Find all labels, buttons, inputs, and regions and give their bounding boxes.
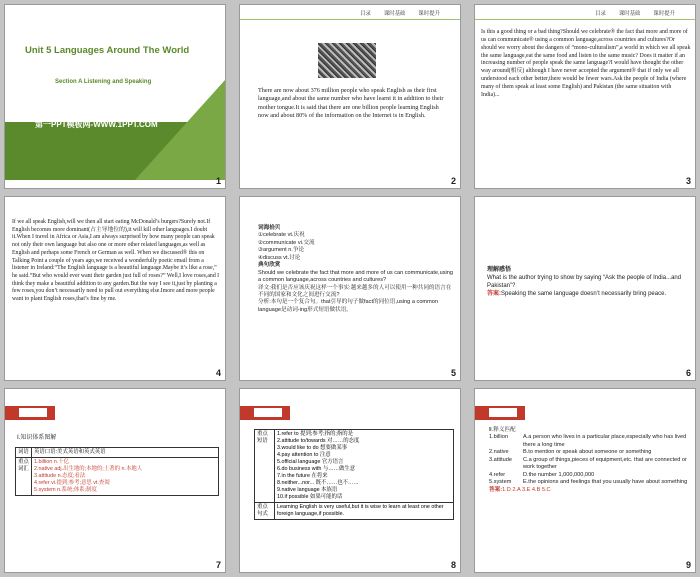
section-title: Ⅰ.知识体系图解	[17, 435, 57, 441]
example-sentence: Should we celebrate the fact that more and more of us can communicate,using a common language,across countries and cultures?	[258, 269, 453, 284]
match-def: C.a group of things,pieces of equipment,etc. that are connected or work together	[523, 456, 687, 471]
slide-6-thumbnail[interactable]	[474, 196, 696, 381]
slide-toolbar	[240, 5, 460, 20]
toolbar-basics[interactable]: 课时基础	[383, 10, 406, 17]
sentence-cell: Learning English is very useful,but it is wise to learn at least one other foreign language,if possible.	[275, 503, 454, 520]
slide-number: 8	[450, 560, 456, 570]
match-def: A.a person who lives in a particular place,especially who has lived there a long time	[523, 434, 687, 448]
phrase-item: 4.pay attention to 注意	[277, 452, 331, 459]
match-term: 5.system	[489, 479, 512, 486]
slide-text: If we all speak English,will we then all start eating McDonald’s burgers?Surely not.If English becomes more dominant(占主导地位的),it will kill other languages.I doubt it.When I travel in Africa or Asia,I am always surprised by how many people can speak not only their own language but also one or more other related languages,as well as English and perhaps some French or German as well. When we discussed® this on Talking Point a couple of years ago,we received a wonderfully poetic email from a listener in Ireland:“The English language is a beautiful language.Maybe it’s like a rose,” he said.“But who would ever want their garden just full of roses?” Well,I love roses,and I think they make a beautiful addition to any garden.But the way I see it,just by planting a few roses,you don’t necessarily need to pull out everything else.Imore and more people want to plant English roses,that’s fine by me.	[12, 219, 220, 303]
phrase-item: 5.official language 官方语言	[277, 459, 344, 466]
phrase-cell	[275, 430, 454, 503]
toolbar-basics[interactable]: 课时基础	[618, 10, 641, 17]
vocab-item: 2.native adj.出生地的;本地的;土著的 n.本地人	[34, 466, 143, 473]
slide-number: 1	[215, 176, 221, 186]
header-box	[488, 407, 518, 418]
match-term: 3.attitude	[489, 456, 513, 463]
vocab-item: 4.refer vi.提到;参考;意思 vt.查阅	[34, 480, 110, 487]
site-name: 第一PPT模板网-WWW.1PPT.COM	[35, 120, 158, 129]
slide-2-thumbnail[interactable]	[239, 4, 461, 189]
translation: 译文:我们是否应该庆祝这样一个事实:越来越多的人可以使用一种共同的语言在不同的国家和文化之间进行交流?	[258, 284, 452, 298]
slide-number: 2	[450, 176, 456, 186]
phrase-item: 9.native language 本族语	[277, 487, 338, 494]
slide-9-thumbnail[interactable]	[474, 388, 696, 573]
slide-number: 6	[685, 368, 691, 378]
phrase-item: 1.refer to 提到;参考;指的;指的是	[277, 431, 354, 437]
toolbar-contents[interactable]: 目录	[360, 10, 371, 17]
match-row	[489, 457, 693, 472]
vocab-item: ④discuss vt.讨论	[258, 254, 301, 261]
slide-3-thumbnail[interactable]	[474, 4, 696, 189]
slide-title: Unit 5 Languages Around The World	[25, 45, 190, 56]
analysis: 分析:本句是一个复合句。that引导的句子做fact的同位语,using a common language是动词-ing形式短语做状语。	[258, 299, 438, 313]
knowledge-table	[15, 447, 219, 496]
match-def: E.the opinions and feelings that you usually have about something	[523, 479, 688, 486]
slide-number: 5	[450, 368, 456, 378]
vocab-item: ③argument n.争论	[258, 247, 305, 254]
vocab-item: ①celebrate vt.庆祝	[258, 232, 305, 239]
section-title: Ⅱ.释义匹配	[489, 427, 516, 433]
header-box	[253, 407, 283, 418]
sentence-heading: 典句欣赏	[258, 262, 281, 269]
question-text: What is the author trying to show by saying “Ask the people of India...and Pakistan”?	[487, 274, 682, 289]
vocab-item: 1.billion n.十亿	[34, 459, 70, 466]
slide-number: 9	[685, 560, 691, 570]
slide-toolbar	[475, 5, 695, 20]
match-row	[489, 434, 693, 449]
slide-subtitle: Section A Listening and Speaking	[55, 79, 152, 85]
phrase-item: 10.if possible 如果可能的话	[277, 494, 343, 501]
slide-7-thumbnail[interactable]	[4, 388, 226, 573]
toolbar-advance[interactable]: 课时提升	[653, 10, 675, 17]
vocab-item: 5.system n.系统;体系;制度	[34, 487, 97, 494]
match-row	[489, 472, 693, 479]
qa-box	[487, 267, 691, 299]
vocab-item: 3.attitude n.态度;看法	[34, 473, 86, 480]
slide-5-thumbnail[interactable]	[239, 196, 461, 381]
answer-row	[489, 487, 693, 494]
phrase-item: 8.neither...nor... 既不……也不……	[277, 480, 359, 487]
match-row	[489, 479, 693, 486]
phrase-item: 3.would like to do 想要做某事	[277, 445, 348, 452]
slide-4-thumbnail[interactable]	[4, 196, 226, 381]
vocab-item: ②communicate vi.交流	[258, 239, 315, 246]
slide-text: Is this a good thing or a bad thing?Should we celebrate® the fact that more and more of us can communicate® using a common language,across countries and cultures?Or should we worry about the dangers of “mono-culturalism”,a world in which we all speak the same language,eat the same food and listen to the same music? Does it matter if an increasing number of people speak the same language?I would have thought the other way around(相反) although I have never accepted the argument® that if only we all understood each other better,there would be fewer wars.Ask the people of India (where many of them speak at least some English) and Pakistan (the same situation with India)...	[481, 29, 691, 98]
phrase-label: 重点短语	[255, 430, 275, 503]
slide-number: 3	[685, 176, 691, 186]
match-term: 2.native	[489, 449, 509, 456]
phrase-item: 2.attitude to/towards 对……的态度	[277, 438, 360, 445]
toolbar-advance[interactable]: 课时提升	[418, 10, 440, 17]
answer-label: 答案:	[489, 486, 503, 493]
answer-text	[487, 291, 691, 299]
phrase-item: 6.do business with 与……做生意	[277, 466, 356, 473]
match-term: 1.billion	[489, 434, 508, 441]
table-col-header: 词语	[16, 448, 32, 458]
slide-number: 4	[215, 368, 221, 378]
answer-value: 1.D 2.A 3.E 4.B 5.C	[502, 486, 551, 493]
match-def: D.the number 1,000,000,000	[523, 471, 595, 478]
phrase-item: 7.in the future 在将来	[277, 473, 328, 480]
slide-1-thumbnail[interactable]	[4, 4, 226, 189]
photo-image	[318, 43, 376, 78]
match-box	[489, 427, 693, 494]
table-summary: 英语口语:美式英语和英式英语	[32, 448, 219, 458]
header-box	[18, 407, 48, 418]
phrase-table	[254, 429, 454, 520]
toolbar-contents[interactable]: 目录	[595, 10, 606, 17]
sentence-label: 重点句式	[255, 503, 275, 520]
table-row-header: 重点词汇	[16, 458, 32, 496]
answer-value: Speaking the same language doesn’t necessarily bring peace.	[501, 290, 667, 297]
match-term: 4.refer	[489, 471, 506, 478]
slide-text: There are now about 376 million people who speak English as their first language,and about the same number who have learnt it in addition to their mother tongue.It is said that there are one billion people learning English now and about 80% of the information on the Internet is in English.	[258, 87, 444, 119]
vocab-title: 词海拾贝	[258, 225, 281, 231]
answer-label: 答案:	[487, 290, 501, 297]
slide-number: 7	[215, 560, 221, 570]
section-label: 理解感悟	[487, 267, 512, 273]
match-row	[489, 449, 693, 456]
match-def: B.to mention or speak about someone or something	[523, 449, 652, 456]
vocab-box	[258, 225, 454, 314]
vocab-cell	[32, 458, 219, 496]
slide-8-thumbnail[interactable]	[239, 388, 461, 573]
